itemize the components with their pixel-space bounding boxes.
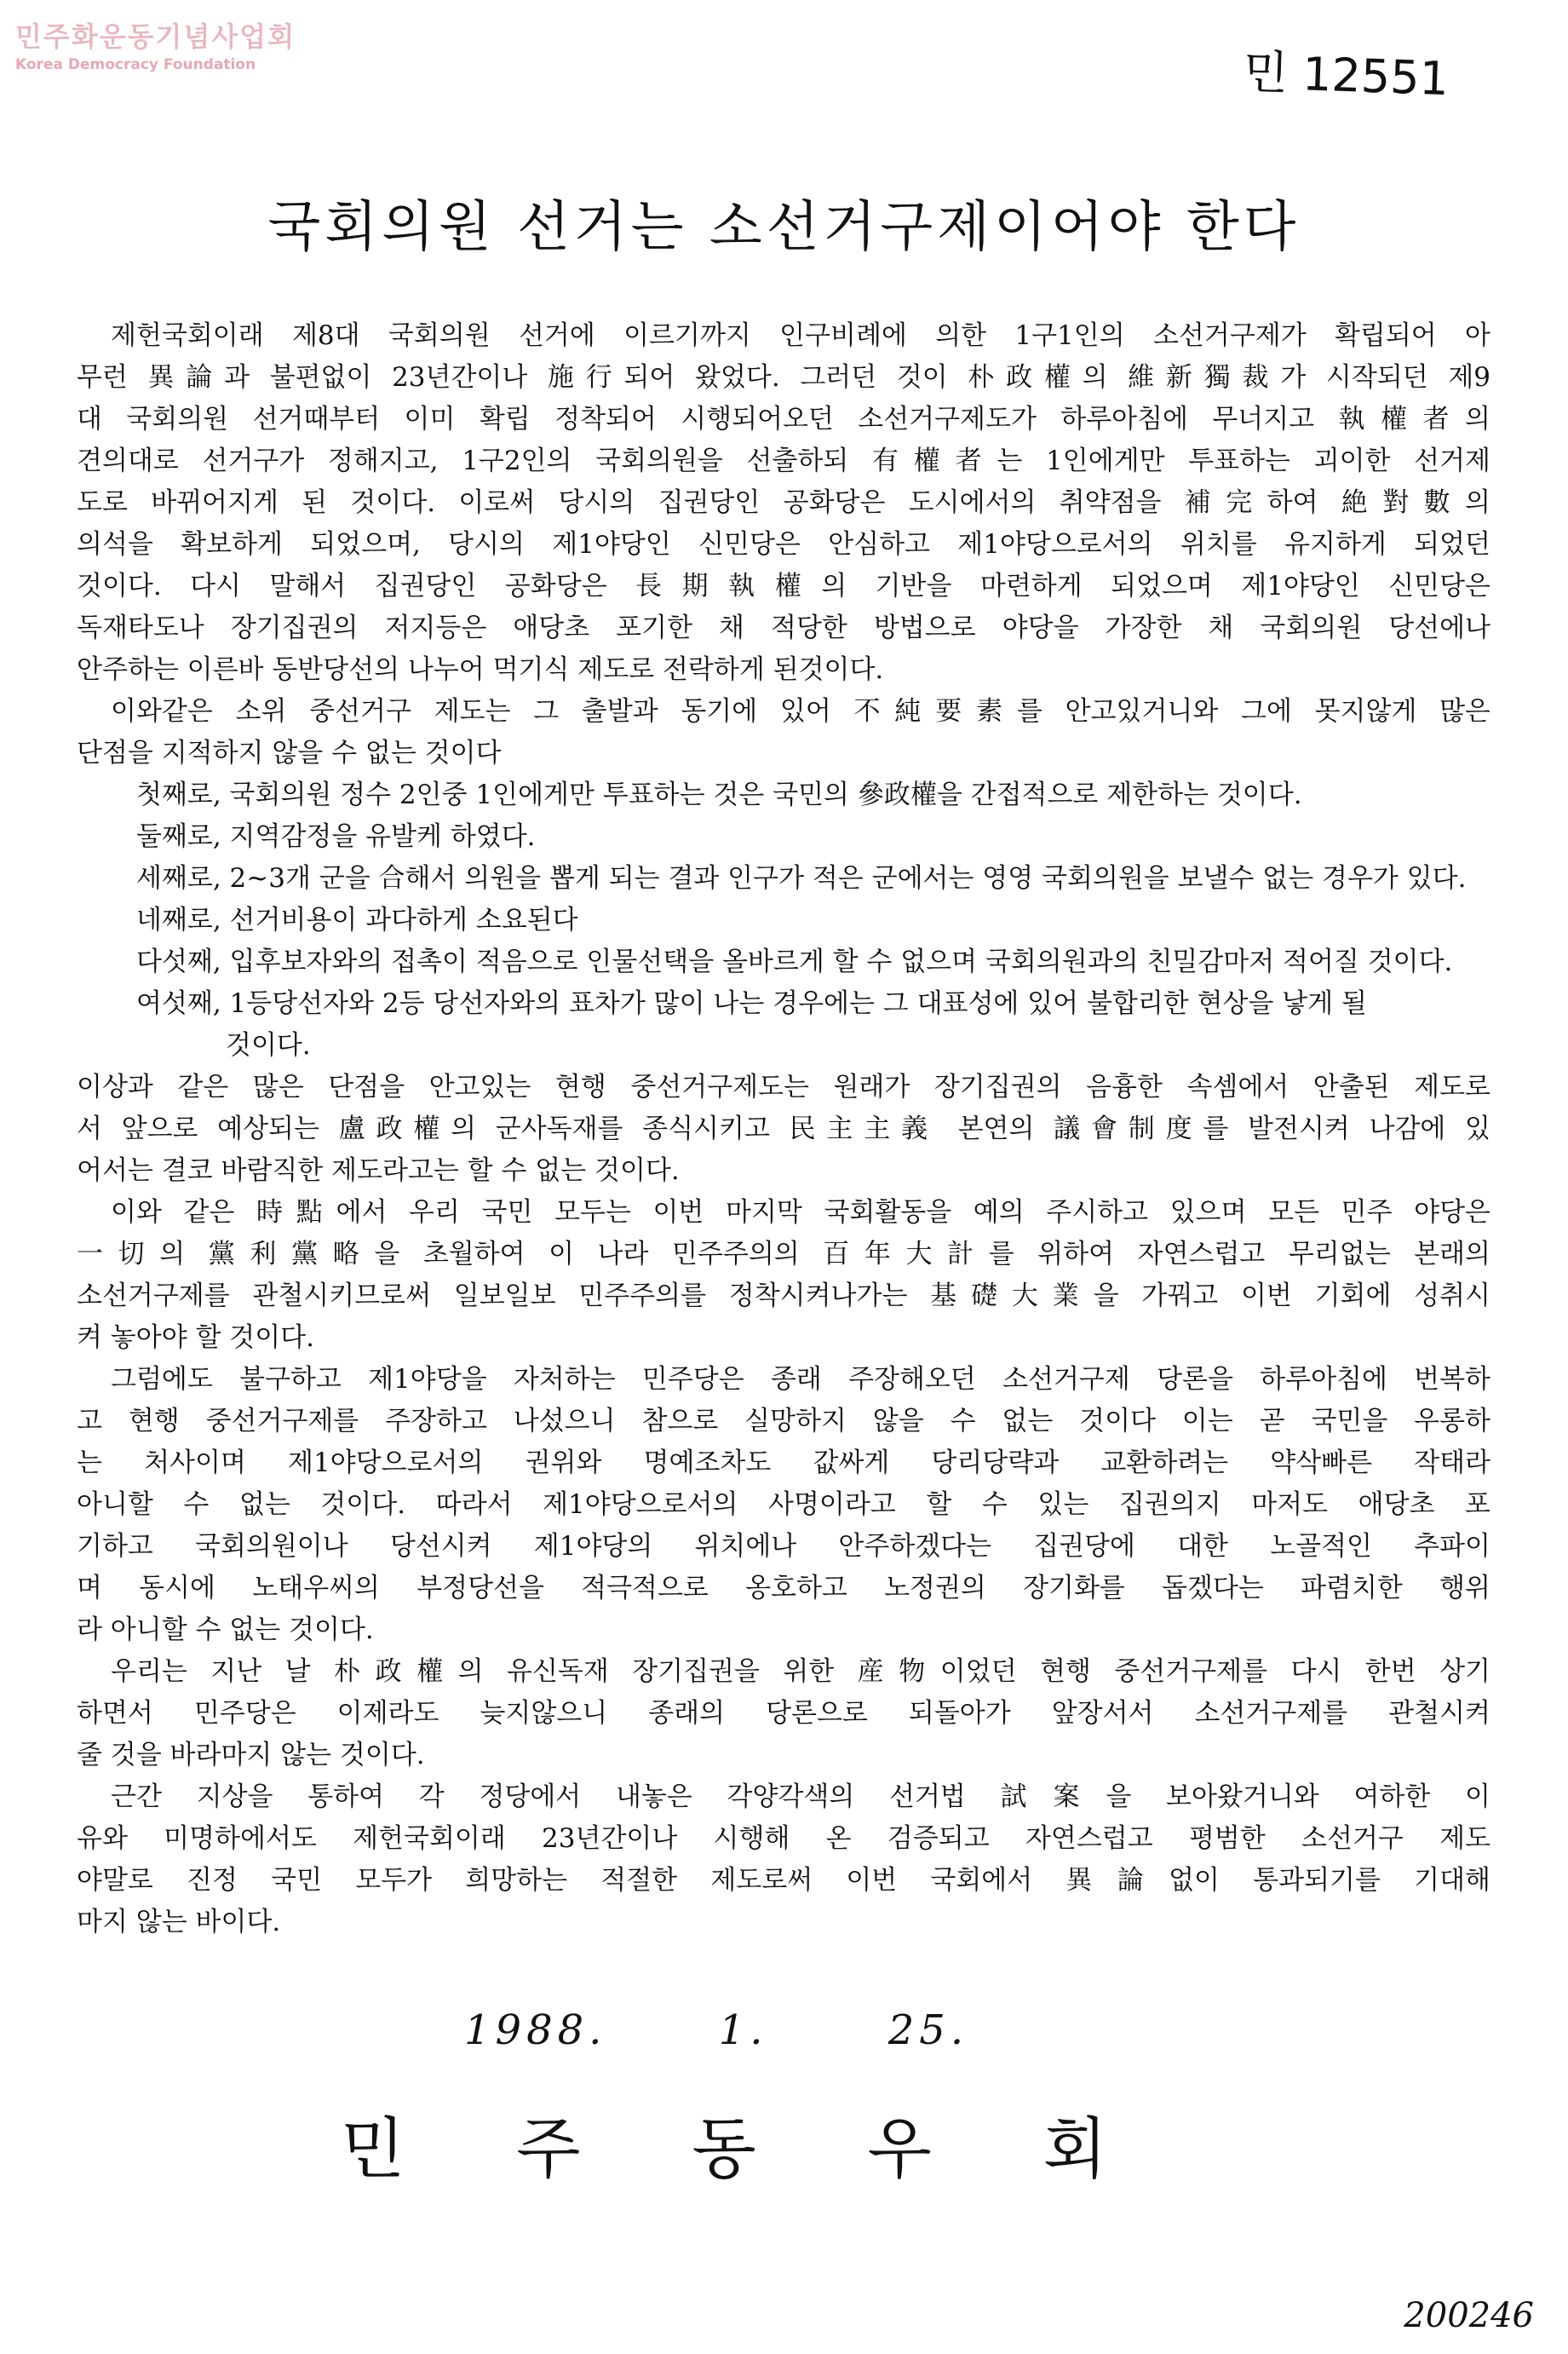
- document-date: [464, 2006, 968, 2054]
- date-day: 25.: [887, 2006, 969, 2054]
- body-line: 단점을 지적하지 않을 수 없는 것이다: [77, 738, 502, 768]
- body-line: 이와 같은 時點에서 우리 국민 모두는 이번 마지막 국회활동을 예의 주시하고 있으며 모든 민주 야당은: [111, 1197, 1490, 1228]
- body-line: 줄 것을 바라마지 않는 것이다.: [77, 1740, 425, 1770]
- body-line: 것이다. 다시 말해서 집권당인 공화당은 長期執權의 기반을 마련하게 되었으며 제1야당인 신민당은: [77, 571, 1490, 601]
- body-line: 마지 않는 바이다.: [77, 1907, 281, 1937]
- watermark-english: Korea Democracy Foundation: [15, 56, 256, 73]
- body-line: 라 아니할 수 없는 것이다.: [77, 1614, 374, 1645]
- body-line: 둘째로, 지역감정을 유발케 하였다.: [136, 821, 536, 852]
- body-line: 것이다.: [226, 1030, 311, 1061]
- body-line: 소선거구제를 관철시키므로써 일보일보 민주주의를 정착시켜나가는 基礎大業을 가꿔고 이번 기회에 성취시: [77, 1281, 1490, 1311]
- body-line: 독재타도나 장기집권의 저지등은 애당초 포기한 채 적당한 방법으로 야당을 가장한 채 국회의원 당선에나: [77, 613, 1490, 643]
- body-line: 네째로, 선거비용이 과다하게 소요된다: [136, 905, 578, 935]
- body-line: 이와같은 소위 중선거구 제도는 그 출발과 동기에 있어 不純要素를 안고있거니와 그에 못지않게 많은: [111, 696, 1490, 727]
- document-title: 국회의원 선거는 소선거구제이어야 한다: [267, 196, 1301, 259]
- body-line: 도로 바뀌어지게 된 것이다. 이로써 당시의 집권당인 공화당은 도시에서의 취약점을 補完하여 絶對數의: [77, 487, 1490, 518]
- signature-char: 민: [341, 2111, 405, 2188]
- body-line: 기하고 국회의원이나 당선시켜 제1야당의 위치에나 안주하겠다는 집권당에 대한 노골적인 추파이: [77, 1531, 1490, 1562]
- body-line: 하면서 민주당은 이제라도 늦지않으니 종래의 당론으로 되돌아가 앞장서서 소선거구제를 관철시켜: [77, 1698, 1490, 1729]
- body-line: 여섯째, 1등당선자와 2등 당선자와의 표차가 많이 나는 경우에는 그 대표성에 있어 불합리한 현상을 낳게 될: [136, 988, 1367, 1019]
- body-line: 아니할 수 없는 것이다. 따라서 제1야당으로서의 사명이라고 할 수 있는 집권의지 마저도 애당초 포: [77, 1489, 1490, 1520]
- body-line: 一切의 黨利黨略을 초월하여 이 나라 민주주의의 百年大計를 위하여 자연스럽고 무리없는 본래의: [77, 1239, 1490, 1269]
- body-line: 다섯째, 입후보자와의 접촉이 적음으로 인물선택을 올바르게 할 수 없으며 국회의원과의 친밀감마저 적어질 것이다.: [136, 947, 1453, 977]
- body-line: 그럼에도 불구하고 제1야당을 자처하는 민주당은 종래 주장해오던 소선거구제 당론을 하루아침에 번복하: [111, 1364, 1490, 1395]
- body-line: 제헌국회이래 제8대 국회의원 선거에 이르기까지 인구비례에 의한 1구1인의 소선거구제가 확립되어 아: [111, 320, 1490, 351]
- body-line: 켜 놓아야 할 것이다.: [77, 1322, 314, 1353]
- body-line: 안주하는 이른바 동반당선의 나누어 먹기식 제도로 전락하게 된것이다.: [77, 654, 884, 685]
- body-line: 무런 異論과 불편없이 23년간이나 施行되어 왔었다. 그러던 것이 朴政權의 維新獨裁가 시작되던 제9: [77, 362, 1490, 393]
- body-line: 야말로 진정 국민 모두가 희망하는 적절한 제도로써 이번 국회에서 異論없이 통과되기를 기대해: [77, 1865, 1490, 1896]
- body-line: 서 앞으로 예상되는 盧政權의 군사독재를 종식시키고 民主主義 본연의 議會制度를 발전시켜 나감에 있: [77, 1114, 1490, 1144]
- date-year: 1988.: [464, 2006, 607, 2054]
- signature-char: 주: [516, 2111, 581, 2188]
- body-line: 우리는 지난 날 朴政權의 유신독재 장기집권을 위한 産物이었던 현행 중선거구제를 다시 한번 상기: [111, 1656, 1490, 1687]
- body-line: 견의대로 선거구가 정해지고, 1구2인의 국회의원을 선출하되 有權者는 1인에게만 투표하는 괴이한 선거제: [77, 446, 1490, 476]
- date-month: 1.: [718, 2006, 768, 2054]
- signature-char: 우: [867, 2111, 932, 2188]
- body-line: 근간 지상을 통하여 각 정당에서 내놓은 각양각색의 선거법 試案을 보아왔거니와 여하한 이: [111, 1781, 1490, 1812]
- body-line: 유와 미명하에서도 제헌국회이래 23년간이나 시행해 온 검증되고 자연스럽고 평범한 소선거구 제도: [77, 1823, 1490, 1854]
- body-line: 이상과 같은 많은 단점을 안고있는 현행 중선거구제도는 원래가 장기집권의 음흉한 속셈에서 안출된 제도로: [77, 1072, 1490, 1102]
- watermark-korean: 민주화운동기념사업회: [15, 20, 296, 53]
- body-line: 며 동시에 노태우씨의 부정당선을 적극적으로 옹호하고 노정권의 장기화를 돕겠다는 파렴치한 행위: [77, 1573, 1490, 1603]
- body-line: 어서는 결코 바람직한 제도라고는 할 수 없는 것이다.: [77, 1155, 680, 1186]
- signature-char: 동: [692, 2111, 756, 2188]
- body-line: 의석을 확보하게 되었으며, 당시의 제1야당인 신민당은 안심하고 제1야당으로서의 위치를 유지하게 되었던: [77, 529, 1490, 560]
- body-line: 대 국회의원 선거때부터 이미 확립 정착되어 시행되어오던 소선거구제도가 하루아침에 무너지고 執權者의: [77, 404, 1490, 435]
- document-body: [77, 315, 1490, 1943]
- body-line: 는 처사이며 제1야당으로서의 권위와 명예조차도 값싸게 당리당략과 교환하려는 약삭빠른 작태라: [77, 1448, 1490, 1478]
- body-line: 고 현행 중선거구제를 주장하고 나섰으니 참으로 실망하지 않을 수 없는 것이다 이는 곧 국민을 우롱하: [77, 1406, 1490, 1436]
- watermark-logo: [15, 15, 296, 73]
- reference-number: 민 12551: [1242, 44, 1450, 106]
- footer-number: 200246: [1404, 2296, 1534, 2335]
- body-line: 첫째로, 국회의원 정수 2인중 1인에게만 투표하는 것은 국민의 參政權을 간접적으로 제한하는 것이다.: [136, 780, 1302, 810]
- body-line: 세째로, 2~3개 군을 合해서 의원을 뽑게 되는 결과 인구가 적은 군에서는 영영 국회의원을 보낼수 없는 경우가 있다.: [136, 863, 1467, 894]
- signature-organization: [341, 2096, 1107, 2191]
- signature-char: 회: [1042, 2111, 1107, 2188]
